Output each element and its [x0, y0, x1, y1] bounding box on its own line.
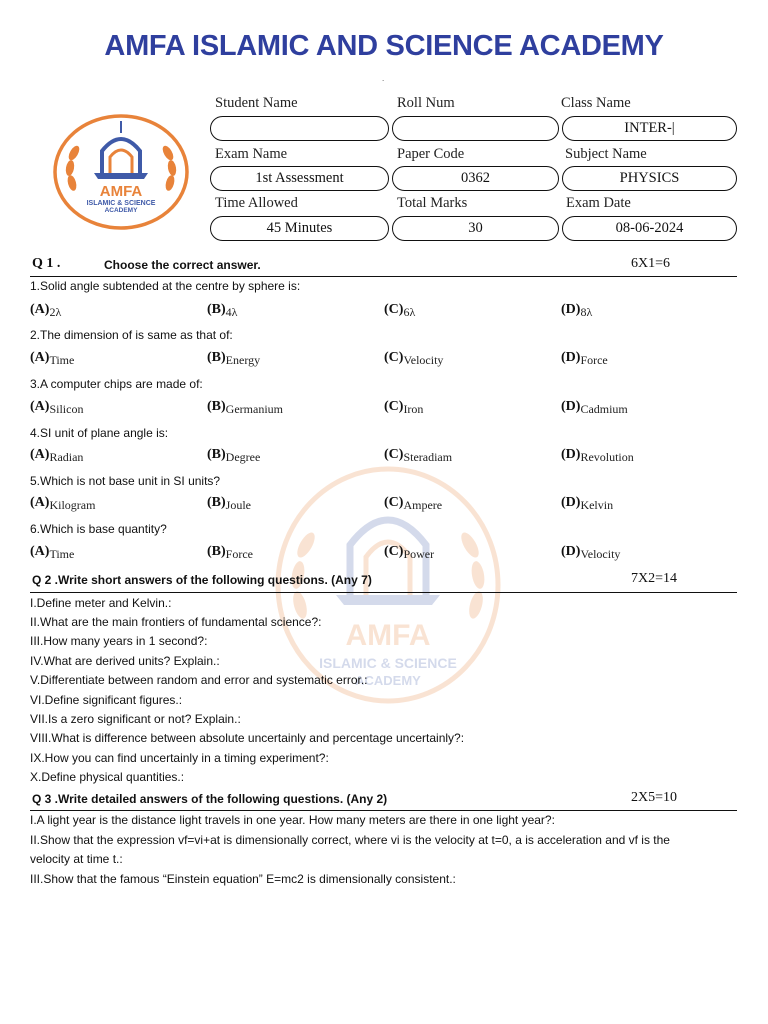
subject-name-label: Subject Name [565, 146, 647, 162]
option-text: Power [403, 547, 435, 561]
mcq-3-question: 3.A computer chips are made of: [30, 377, 203, 391]
option-text: Steradiam [403, 450, 453, 464]
exam-date-field[interactable]: 08-06-2024 [562, 216, 737, 241]
option-text: Ampere [403, 498, 443, 512]
q2-item: VII.Is a zero significant or not? Explain.: [30, 712, 241, 726]
option-text: Degree [225, 450, 261, 464]
mcq-6-option-d[interactable] [561, 542, 620, 560]
q2-item: IV.What are derived units? Explain.: [30, 654, 220, 668]
q2-marks: 7X2=14 [631, 571, 678, 586]
q3-item-continuation: velocity at time t.: [30, 852, 123, 866]
mcq-3-option-d[interactable] [561, 397, 628, 415]
option-text: 8λ [580, 305, 593, 319]
q3-item: III.Show that the famous “Einstein equation” E=mc2 is dimensionally consistent.: [30, 872, 456, 886]
mcq-6-question: 6.Which is base quantity? [30, 522, 167, 536]
option-letter: (D) [561, 302, 581, 317]
mcq-6-option-a[interactable] [30, 542, 74, 560]
q2-item: VI.Define significant figures.: [30, 693, 183, 707]
student-name-field[interactable] [210, 116, 389, 141]
mcq-2-option-d[interactable] [561, 348, 608, 366]
q3-rule [30, 810, 737, 811]
option-letter: (C) [384, 399, 404, 414]
paper-code-label: Paper Code [397, 146, 465, 162]
mcq-6-option-b[interactable] [207, 542, 253, 560]
q2-item: I.Define meter and Kelvin.: [30, 596, 172, 610]
mcq-4-option-a[interactable] [30, 445, 83, 463]
q2-heading: Q 2 .Write short answers of the following questions. (Any 7) [32, 573, 372, 587]
paper-code-field[interactable]: 0362 [392, 166, 559, 191]
q1-number: Q 1 . [32, 256, 61, 271]
q2-item: VIII.What is difference between absolute uncertainly and percentage uncertainly?: [30, 731, 465, 745]
q2-item: IX.How you can find uncertainly in a timing experiment?: [30, 751, 329, 765]
amfa-logo [52, 113, 190, 231]
option-letter: (B) [207, 350, 226, 365]
option-letter: (D) [561, 544, 581, 559]
logo-name: AMFA [99, 183, 143, 200]
option-letter: (D) [561, 350, 581, 365]
option-text: Energy [225, 353, 261, 367]
option-text: Revolution [580, 450, 634, 464]
option-text: Velocity [403, 353, 444, 367]
time-allowed-label: Time Allowed [215, 195, 298, 211]
mcq-4-option-c[interactable] [384, 445, 452, 463]
dot-mark: . [382, 74, 385, 83]
time-allowed-field[interactable]: 45 Minutes [210, 216, 389, 241]
q2-item: X.Define physical quantities.: [30, 770, 185, 784]
q2-item: II.What are the main frontiers of fundamental science?: [30, 615, 322, 629]
mcq-2-option-b[interactable] [207, 348, 260, 366]
option-letter: (A) [30, 302, 50, 317]
q3-item: II.Show that the expression vf=vi+at is dimensionally correct, where vi is the velocity at t=0, a is acceleration and vf is the [30, 833, 670, 847]
option-text: Kelvin [580, 498, 614, 512]
mcq-3-option-c[interactable] [384, 397, 423, 415]
option-letter: (A) [30, 399, 50, 414]
mcq-5-option-d[interactable] [561, 493, 613, 511]
option-text: Time [49, 353, 75, 367]
mcq-1-question: 1.Solid angle subtended at the centre by sphere is: [30, 279, 301, 293]
option-letter: (B) [207, 447, 226, 462]
mcq-1-option-a[interactable] [30, 300, 61, 318]
option-text: Force [225, 547, 253, 561]
option-letter: (B) [207, 495, 226, 510]
option-letter: (B) [207, 544, 226, 559]
option-letter: (B) [207, 302, 226, 317]
option-letter: (A) [30, 544, 50, 559]
exam-date-label: Exam Date [566, 195, 631, 211]
q2-item: III.How many years in 1 second?: [30, 634, 208, 648]
option-text: Cadmium [580, 402, 628, 416]
watermark-line1: ISLAMIC & SCIENCE [319, 655, 457, 671]
option-text: 4λ [225, 305, 238, 319]
option-text: Joule [225, 498, 252, 512]
total-marks-field[interactable]: 30 [392, 216, 559, 241]
option-text: Silicon [49, 402, 84, 416]
option-letter: (C) [384, 544, 404, 559]
watermark-name: AMFA [345, 619, 431, 652]
mcq-2-question: 2.The dimension of is same as that of: [30, 328, 233, 342]
q1-marks: 6X1=6 [631, 256, 671, 271]
mcq-5-option-b[interactable] [207, 493, 251, 511]
option-letter: (C) [384, 447, 404, 462]
mcq-1-option-d[interactable] [561, 300, 592, 318]
mcq-3-option-a[interactable] [30, 397, 83, 415]
mcq-5-option-c[interactable] [384, 493, 442, 511]
exam-name-label: Exam Name [215, 146, 288, 162]
option-letter: (C) [384, 302, 404, 317]
q3-marks: 2X5=10 [631, 790, 678, 805]
roll-num-label: Roll Num [397, 95, 455, 111]
option-text: Kilogram [49, 498, 96, 512]
option-text: Force [580, 353, 608, 367]
mcq-5-option-a[interactable] [30, 493, 95, 511]
option-text: Iron [403, 402, 424, 416]
q1-rule [30, 276, 737, 277]
option-letter: (D) [561, 399, 581, 414]
mcq-4-question: 4.SI unit of plane angle is: [30, 426, 169, 440]
mcq-3-option-b[interactable] [207, 397, 283, 415]
mcq-4-option-d[interactable] [561, 445, 634, 463]
student-name-label: Student Name [215, 95, 298, 111]
option-letter: (B) [207, 399, 226, 414]
mcq-1-option-c[interactable] [384, 300, 415, 318]
academy-title: AMFA ISLAMIC AND SCIENCE ACADEMY [104, 30, 664, 62]
subject-name-field[interactable]: PHYSICS [562, 166, 737, 191]
option-letter: (A) [30, 447, 50, 462]
option-letter: (D) [561, 447, 581, 462]
roll-num-field[interactable] [392, 116, 559, 141]
mcq-6-option-c[interactable] [384, 542, 434, 560]
mcq-5-question: 5.Which is not base unit in SI units? [30, 474, 221, 488]
mcq-2-option-c[interactable] [384, 348, 443, 366]
mcq-2-option-a[interactable] [30, 348, 74, 366]
option-text: Velocity [580, 547, 621, 561]
option-letter: (A) [30, 495, 50, 510]
option-letter: (C) [384, 495, 404, 510]
exam-name-field[interactable]: 1st Assessment [210, 166, 389, 191]
watermark-line2: ACADEMY [355, 673, 421, 688]
q3-heading: Q 3 .Write detailed answers of the following questions. (Any 2) [32, 792, 388, 806]
total-marks-label: Total Marks [397, 195, 468, 211]
option-letter: (D) [561, 495, 581, 510]
class-name-field[interactable]: INTER-| [562, 116, 737, 141]
mcq-4-option-b[interactable] [207, 445, 260, 463]
logo-line2: ACADEMY [104, 207, 138, 214]
q2-rule [30, 592, 737, 593]
option-letter: (C) [384, 350, 404, 365]
mcq-1-option-b[interactable] [207, 300, 238, 318]
q3-item: I.A light year is the distance light travels in one year. How many meters are there in one light year?: [30, 813, 555, 827]
q1-instruction: Choose the correct answer. [104, 258, 261, 272]
option-text: Time [49, 547, 75, 561]
option-text: 2λ [49, 305, 62, 319]
option-text: 6λ [403, 305, 416, 319]
class-name-label: Class Name [561, 95, 631, 111]
q2-item: V.Differentiate between random and error and systematic error.: [30, 673, 368, 687]
option-letter: (A) [30, 350, 50, 365]
option-text: Radian [49, 450, 84, 464]
logo-line1: ISLAMIC & SCIENCE [86, 200, 156, 207]
option-text: Germanium [225, 402, 283, 416]
